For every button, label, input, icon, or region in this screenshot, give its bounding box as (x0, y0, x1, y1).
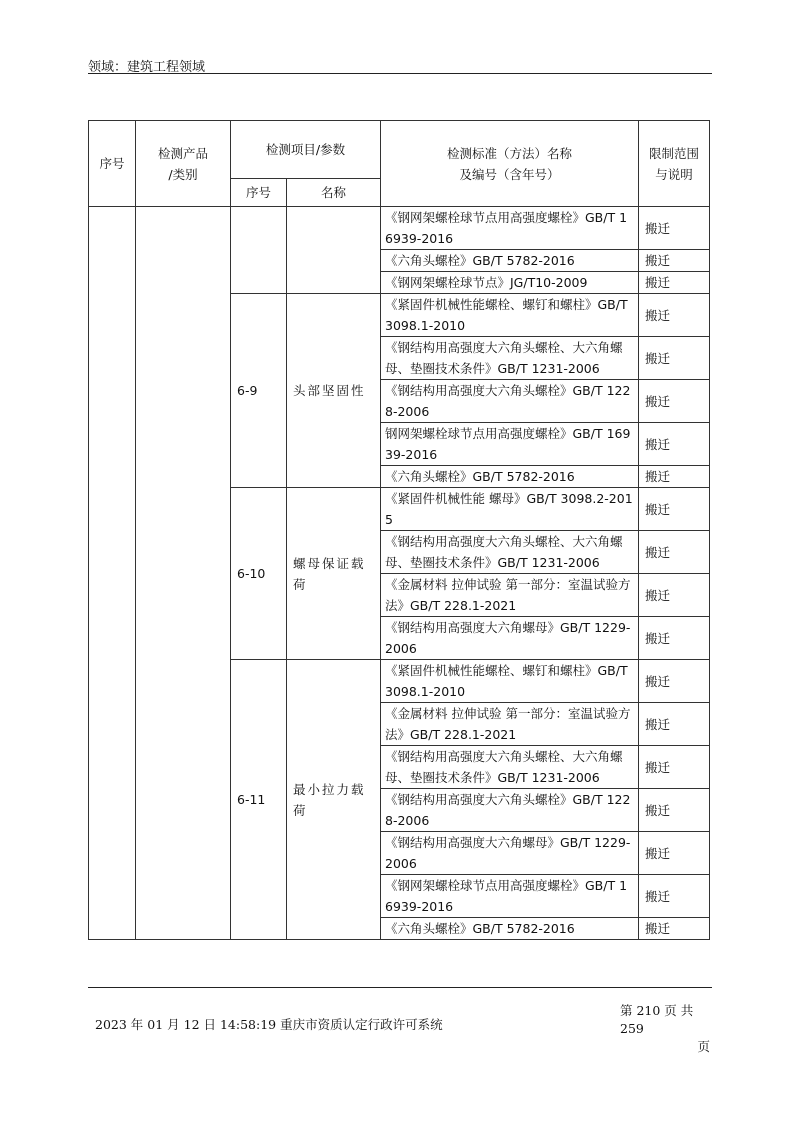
remark-cell: 搬迁 (639, 617, 710, 660)
standard-cell: 《六角头螺栓》GB/T 5782-2016 (381, 250, 639, 272)
standard-cell: 《钢结构用高强度大六角头螺栓、大六角螺母、垫圈技术条件》GB/T 1231-2006 (381, 531, 639, 574)
remark-cell: 搬迁 (639, 337, 710, 380)
page-number-line2: 页 (697, 1039, 710, 1054)
item-number (231, 207, 287, 294)
remark-cell: 搬迁 (639, 660, 710, 703)
header-item-group: 检测项目/参数 (231, 121, 381, 179)
page-number-line1: 第 210 页 共 259 (620, 1003, 694, 1036)
header-standard: 检测标准（方法）名称 及编号（含年号） (381, 121, 639, 207)
remark-cell: 搬迁 (639, 466, 710, 488)
remark-cell: 搬迁 (639, 272, 710, 294)
standard-cell: 《钢结构用高强度大六角头螺栓》GB/T 1228-2006 (381, 380, 639, 423)
qualification-table (88, 120, 710, 940)
item-name: 最小拉力载荷 (287, 660, 381, 940)
remark-cell: 搬迁 (639, 875, 710, 918)
standard-cell: 《钢结构用高强度大六角头螺栓、大六角螺母、垫圈技术条件》GB/T 1231-2006 (381, 746, 639, 789)
standard-cell: 《紧固件机械性能螺栓、螺钉和螺柱》GB/T 3098.1-2010 (381, 660, 639, 703)
standard-cell: 《金属材料 拉伸试验 第一部分：室温试验方法》GB/T 228.1-2021 (381, 574, 639, 617)
remark-cell: 搬迁 (639, 574, 710, 617)
header-item-seq: 序号 (231, 179, 287, 207)
remark-cell: 搬迁 (639, 746, 710, 789)
domain-label: 领域：建筑工程领域 (88, 60, 206, 75)
footer-timestamp: 2023 年 01 月 12 日 14:58:19 重庆市资质认定行政许可系统 (95, 1017, 443, 1032)
item-number: 6-11 (231, 660, 287, 940)
header-category: 检测产品 /类别 (136, 121, 231, 207)
remark-cell: 搬迁 (639, 832, 710, 875)
remark-cell: 搬迁 (639, 488, 710, 531)
remark-cell: 搬迁 (639, 250, 710, 272)
table-row (89, 207, 710, 250)
page-number (620, 1002, 710, 1056)
standard-cell: 《金属材料 拉伸试验 第一部分：室温试验方法》GB/T 228.1-2021 (381, 703, 639, 746)
standard-cell: 《紧固件机械性能螺栓、螺钉和螺柱》GB/T 3098.1-2010 (381, 294, 639, 337)
remark-cell: 搬迁 (639, 918, 710, 940)
remark-cell: 搬迁 (639, 703, 710, 746)
remark-cell: 搬迁 (639, 380, 710, 423)
item-name (287, 207, 381, 294)
category-cell (136, 207, 231, 940)
standard-cell: 《钢结构用高强度大六角头螺栓、大六角螺母、垫圈技术条件》GB/T 1231-2006 (381, 337, 639, 380)
item-name: 头部坚固性 (287, 294, 381, 488)
item-number: 6-10 (231, 488, 287, 660)
standard-cell: 《六角头螺栓》GB/T 5782-2016 (381, 918, 639, 940)
standard-cell: 《紧固件机械性能 螺母》GB/T 3098.2-2015 (381, 488, 639, 531)
standard-cell: 《钢结构用高强度大六角头螺栓》GB/T 1228-2006 (381, 789, 639, 832)
header-remark: 限制范围 与说明 (639, 121, 710, 207)
remark-cell: 搬迁 (639, 531, 710, 574)
seq-cell (89, 207, 136, 940)
header-item-name: 名称 (287, 179, 381, 207)
standard-cell: 《钢网架螺栓球节点用高强度螺栓》GB/T 16939-2016 (381, 875, 639, 918)
remark-cell: 搬迁 (639, 789, 710, 832)
standard-cell: 《钢结构用高强度大六角螺母》GB/T 1229-2006 (381, 832, 639, 875)
table-body (89, 207, 710, 940)
remark-cell: 搬迁 (639, 294, 710, 337)
table-header (89, 121, 710, 207)
footer-divider (88, 987, 712, 988)
remark-cell: 搬迁 (639, 207, 710, 250)
standard-cell: 《钢网架螺栓球节点用高强度螺栓》GB/T 16939-2016 (381, 207, 639, 250)
standard-cell: 《六角头螺栓》GB/T 5782-2016 (381, 466, 639, 488)
standard-cell: 《钢网架螺栓球节点》JG/T10-2009 (381, 272, 639, 294)
header-divider (88, 73, 712, 74)
standard-cell: 钢网架螺栓球节点用高强度螺栓》GB/T 16939-2016 (381, 423, 639, 466)
item-number: 6-9 (231, 294, 287, 488)
standard-cell: 《钢结构用高强度大六角螺母》GB/T 1229-2006 (381, 617, 639, 660)
item-name: 螺母保证载荷 (287, 488, 381, 660)
remark-cell: 搬迁 (639, 423, 710, 466)
header-seq: 序号 (89, 121, 136, 207)
